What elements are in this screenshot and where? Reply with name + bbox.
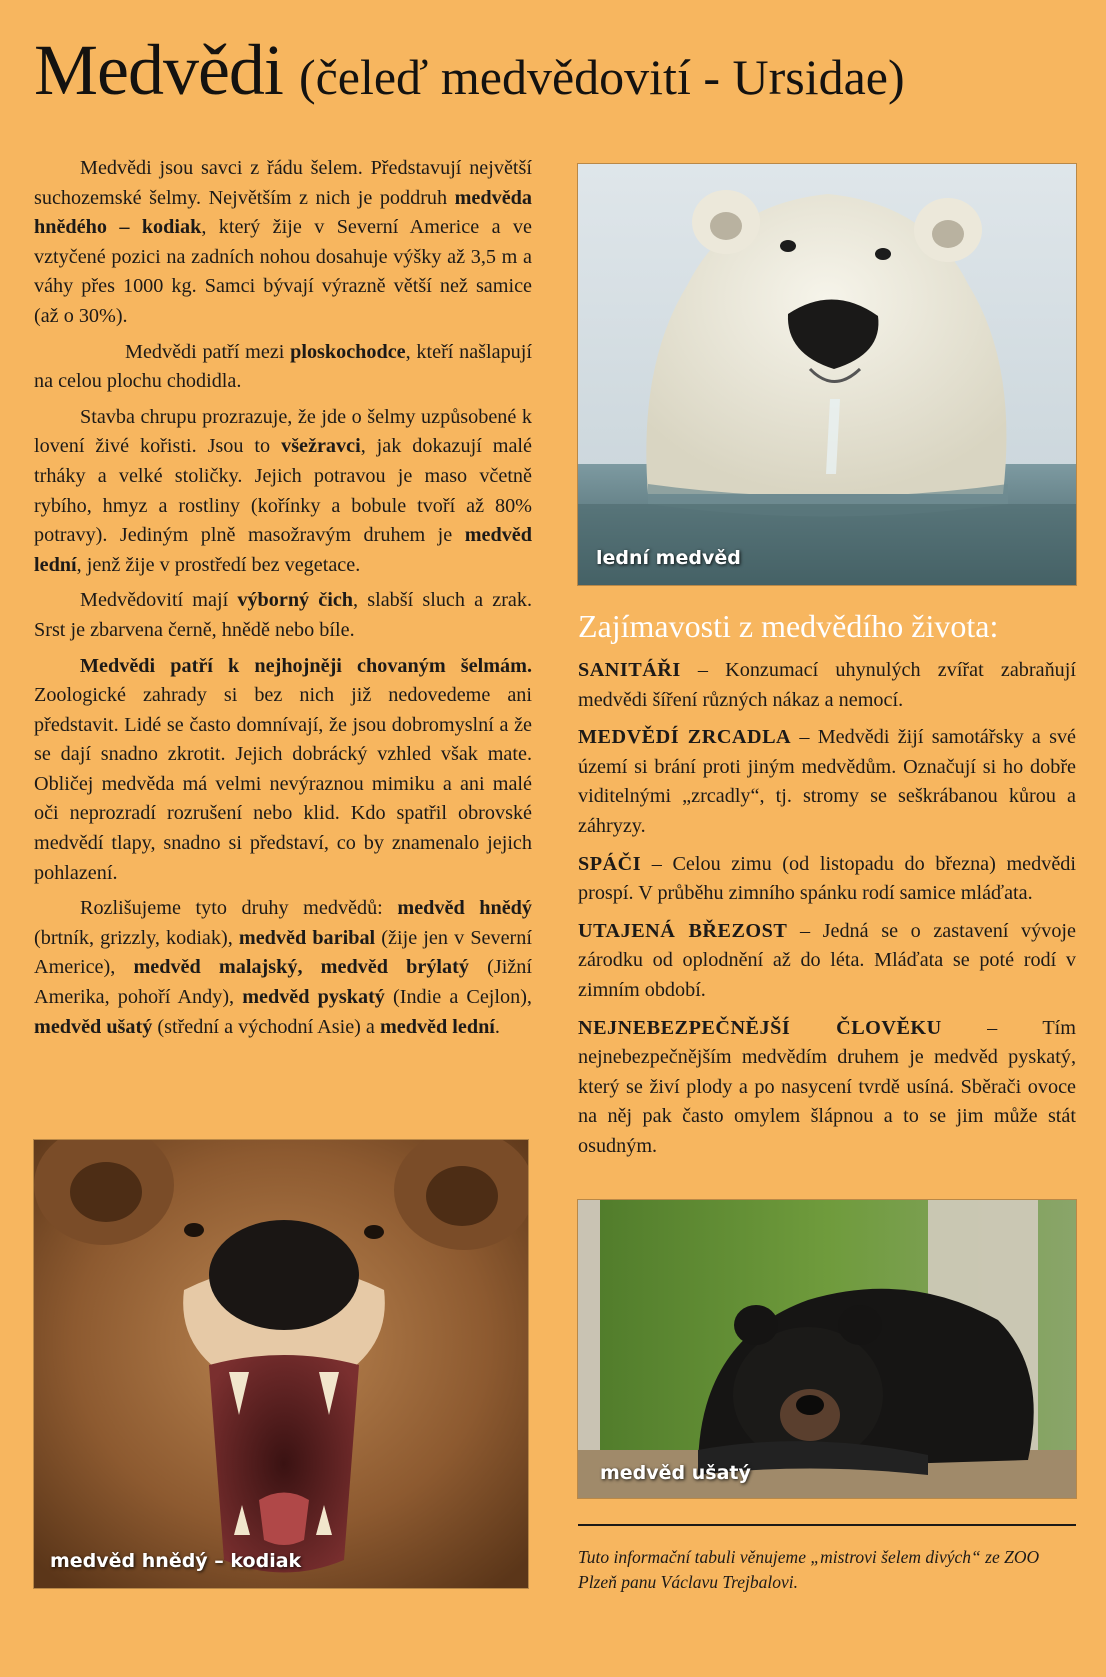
bold-term: medvěd hnědý (397, 897, 532, 920)
divider-line (578, 1524, 1076, 1526)
fact-term: NEJNEBEZPEČNĚJŠÍ ČLOVĚKU (578, 1016, 942, 1039)
facts-heading: Zajímavosti z medvědího života: (578, 608, 999, 644)
intro-paragraph: Medvědi patří k nejhojněji chovaným šelmám. Zoologické zahrady si bez nich již nedovedeme ani představit. Lidé se často domnívají, že jsou dobromyslní a že se dají snadno zkrotit. Jejich dobrácký vzhled však mate. Obličej medvěda má velmi nevýraznou mimiku a ani malé oči neprozradí rozrušení nebo klid. Kdo spatřil obrovské medvědí tlapy, snadno si představí, co by znamenalo jejich pohlazení. (34, 654, 532, 884)
intro-paragraph: Medvědovití mají výborný čich, slabší sluch a zrak. Srst je zbarvena černě, hnědě nebo bíle. (34, 589, 533, 641)
fact-term: UTAJENÁ BŘEZOST (578, 919, 788, 942)
dedication-note: Tuto informační tabuli věnujeme „mistrovi šelem divých“ ze ZOO Plzeň panu Václavu Trejbalovi. (578, 1547, 1040, 1592)
facts-section (578, 606, 1076, 1170)
photo-caption: medvěd ušatý (600, 1462, 751, 1484)
photo-caption: lední medvěd (596, 547, 741, 569)
asiatic-black-bear-image (578, 1200, 1076, 1498)
fact-item: SANITÁŘI – Konzumací uhynulých zvířat zabraňují medvědi šíření různých nákaz a nemocí. (578, 659, 1076, 711)
bold-term: ploskochodce (290, 340, 406, 363)
intro-paragraph: Rozlišujeme tyto druhy medvědů: medvěd hnědý (brtník, grizzly, kodiak), medvěd baribal (žije jen v Severní Americe), medvěd malajský, medvěd brýlatý (Jižní Amerika, pohoří Andy), medvěd pyskatý (Indie a Cejlon), medvěd ušatý (střední a východní Asie) a medvěd lední. (34, 897, 532, 1038)
fact-term: MEDVĚDÍ ZRCADLA (578, 726, 792, 749)
bold-term: medvěda hnědého – kodiak (34, 186, 532, 239)
kodiak-bear-photo (34, 1140, 528, 1588)
bold-term: medvěd lední (379, 1015, 495, 1038)
title-main: Medvědi (34, 30, 283, 110)
page-title (34, 30, 1074, 110)
asiatic-black-bear-photo (578, 1200, 1076, 1498)
intro-text (34, 154, 532, 1048)
fact-term: SPÁČI (578, 852, 642, 875)
polar-bear-image (578, 164, 1076, 585)
fact-item: SPÁČI – Celou zimu (od listopadu do března) medvědi prospí. V průběhu zimního spánku rodí samice mláďata. (578, 852, 1076, 905)
bold-term: výborný čich (237, 589, 354, 612)
intro-paragraph: Stavba chrupu prozrazuje, že jde o šelmy uzpůsobené k lovení živé kořisti. Jsou to všežravci, jak dokazují malé trháky a velké stoličky. Jejich potravou je maso včetně rybího, hmyz a rostliny (kořínky a bobule tvoří až 80% potravy). Jediným plně masožravým druhem je medvěd lední, jenž žije v prostředí bez vegetace. (34, 405, 532, 576)
bold-term: medvěd baribal (238, 926, 376, 949)
title-subtitle: (čeleď medvědovití - Ursidae) (298, 49, 905, 105)
intro-paragraph: Medvědi jsou savci z řádu šelem. Představují největší suchozemské šelmy. Největším z nich je poddruh medvěda hnědého – kodiak, který žije v Severní Americe a ve vztyčené pozici na zadních nohou dosahuje výšky až 3,5 m a váhy přes 1000 kg. Samci bývají výrazně větší než samice (až o 30%). (34, 157, 532, 327)
kodiak-bear-image (34, 1140, 528, 1588)
fact-term: SANITÁŘI (578, 659, 681, 681)
bold-term: medvěd pyskatý (242, 986, 385, 1009)
bold-term: všežravci (281, 435, 361, 458)
bold-term: medvěd lední (34, 524, 532, 576)
intro-paragraph: Medvědi patří mezi ploskochodce, kteří našlapují na celou plochu chodidla. (34, 340, 532, 393)
bold-term: Medvědi patří k nejhojněji chovaným šelmám. (80, 654, 532, 677)
polar-bear-photo (578, 164, 1076, 585)
fact-item: UTAJENÁ BŘEZOST – Jedná se o zastavení vývoje zárodku od oplodnění až do léta. Mláďata se poté rodí v zimním období. (578, 919, 1076, 1001)
photo-caption: medvěd hnědý – kodiak (50, 1550, 302, 1572)
fact-item: MEDVĚDÍ ZRCADLA – Medvědi žijí samotářsky a své území si brání proti jiným medvědům. Označují si ho dobře viditelnými „zrcadly“, tj. stromy se seškrábanou kůrou a záhryzy. (578, 726, 1076, 837)
bold-term: medvěd malajský, medvěd brýlatý (133, 956, 469, 979)
bold-term: medvěd ušatý (34, 1015, 153, 1038)
fact-item: NEJNEBEZPEČNĚJŠÍ ČLOVĚKU – Tím nejnebezpečnějším medvědím druhem je medvěd pyskatý, který se živí plody a po nasycení tvrdě usíná. Sběrači ovoce na něj pak často omylem šlápnou a to se jim může stát osudným. (578, 1016, 1076, 1157)
